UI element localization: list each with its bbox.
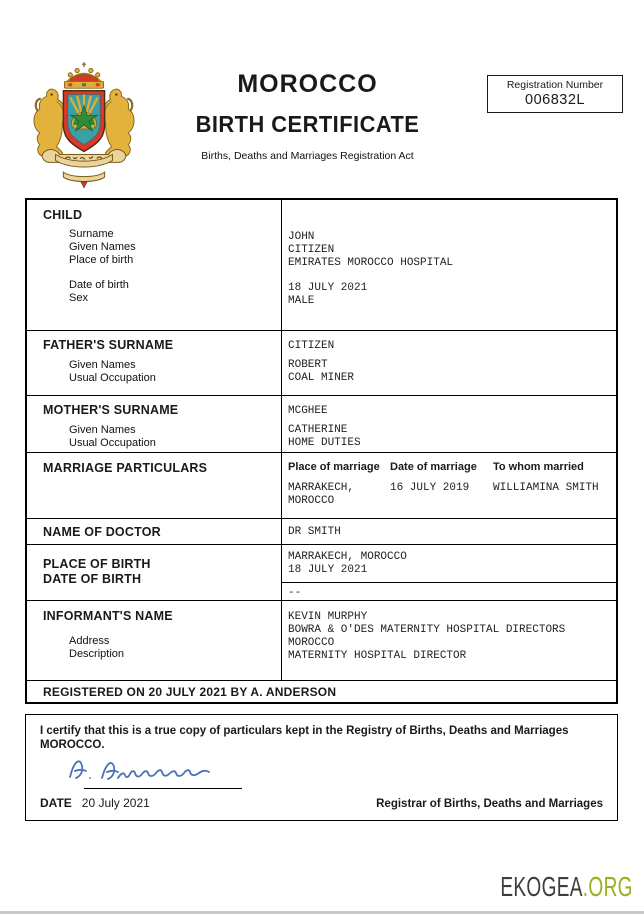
informant-name-line2: BOWRA & O'DES MATERNITY HOSPITAL DIRECTORS (288, 624, 566, 636)
doctor-name-value: DR SMITH (288, 526, 341, 538)
date-of-birth-title: DATE OF BIRTH (43, 572, 142, 586)
father-given-names-value: ROBERT (288, 359, 328, 371)
registrar-title: Registrar of Births, Deaths and Marriages (376, 798, 603, 810)
place-of-birth-title: PLACE OF BIRTH (43, 557, 151, 571)
mother-surname-value: MCGHEE (288, 405, 328, 417)
morocco-coat-of-arms-icon (30, 62, 138, 192)
signature-icon (62, 753, 242, 785)
footer-brand (501, 871, 633, 903)
country-title: MOROCCO (237, 70, 378, 98)
label-father-occupation: Usual Occupation (69, 372, 156, 384)
col-date-of-marriage: Date of marriage (390, 461, 477, 473)
act-subtitle: Births, Deaths and Marriages Registration Act (201, 150, 414, 162)
col-to-whom-married: To whom married (493, 461, 584, 473)
informant-section-title: INFORMANT'S NAME (43, 609, 173, 623)
mother-occupation-value: HOME DUTIES (288, 437, 361, 449)
label-sex: Sex (69, 292, 88, 304)
row-father (27, 330, 616, 395)
registered-statement: REGISTERED ON 20 JULY 2021 BY A. ANDERSON (43, 685, 337, 699)
row-registered (27, 680, 616, 702)
mother-section-title: MOTHER'S SURNAME (43, 403, 179, 417)
row-marriage (27, 452, 616, 518)
marriage-place-line2: MOROCCO (288, 495, 335, 507)
label-given-names: Given Names (69, 241, 136, 253)
child-date-of-birth-value: 18 JULY 2021 (288, 282, 368, 294)
birth-date-value: 18 JULY 2021 (288, 564, 368, 576)
label-informant-address: Address (69, 635, 110, 647)
label-informant-description: Description (69, 648, 125, 660)
child-sex-value: MALE (288, 295, 315, 307)
label-mother-given-names: Given Names (69, 424, 136, 436)
row-informant (27, 600, 616, 680)
marriage-section-title: MARRIAGE PARTICULARS (43, 461, 208, 475)
registration-number-box (487, 75, 623, 113)
child-given-names-value: CITIZEN (288, 244, 335, 256)
row-child (27, 200, 616, 330)
registration-number-value: 006832L (525, 92, 585, 108)
informant-address-value: MOROCCO (288, 637, 335, 649)
bottom-divider (0, 911, 644, 914)
signature-underline (84, 788, 242, 789)
father-section-title: FATHER'S SURNAME (43, 338, 174, 352)
header (145, 70, 470, 162)
label-date-of-birth: Date of birth (69, 279, 129, 291)
child-section-title: CHILD (43, 208, 83, 222)
label-surname: Surname (69, 228, 114, 240)
birth-place-value: MARRAKECH, MOROCCO (288, 551, 407, 563)
certify-statement-line2: MOROCCO. (40, 739, 105, 751)
certify-statement-line1: I certify that this is a true copy of particulars kept in the Registry of Births, Deaths and Marriages (40, 725, 569, 737)
marriage-to-whom-value: WILLIAMINA SMITH (493, 482, 599, 494)
date-label: DATE (40, 796, 72, 810)
mother-given-names-value: CATHERINE (288, 424, 348, 436)
label-father-given-names: Given Names (69, 359, 136, 371)
date-value: 20 July 2021 (81, 796, 150, 810)
brand-main: EKOGEA (500, 871, 583, 902)
certificate-table (25, 198, 618, 704)
child-place-of-birth-value: EMIRATES MOROCCO HOSPITAL (288, 257, 454, 269)
document-title: BIRTH CERTIFICATE (195, 111, 420, 137)
row-birth (27, 544, 616, 600)
marriage-place-line1: MARRAKECH, (288, 482, 355, 494)
certification-box (25, 714, 618, 821)
label-place-of-birth: Place of birth (69, 254, 134, 266)
col-place-of-marriage: Place of marriage (288, 461, 380, 473)
label-mother-occupation: Usual Occupation (69, 437, 156, 449)
row-mother (27, 395, 616, 452)
doctor-section-title: NAME OF DOCTOR (43, 525, 161, 539)
row-doctor (27, 518, 616, 544)
registration-number-label: Registration Number (506, 79, 604, 91)
brand-suffix: .ORG (582, 871, 633, 902)
registrar-signature (62, 753, 247, 789)
informant-name-line1: KEVIN MURPHY (288, 611, 368, 623)
father-surname-value: CITIZEN (288, 340, 335, 352)
father-occupation-value: COAL MINER (288, 372, 355, 384)
child-surname-value: JOHN (288, 231, 315, 243)
informant-description-value: MATERNITY HOSPITAL DIRECTOR (288, 650, 467, 662)
marriage-date-value: 16 JULY 2019 (390, 482, 470, 494)
birth-note-value: -- (288, 587, 302, 599)
